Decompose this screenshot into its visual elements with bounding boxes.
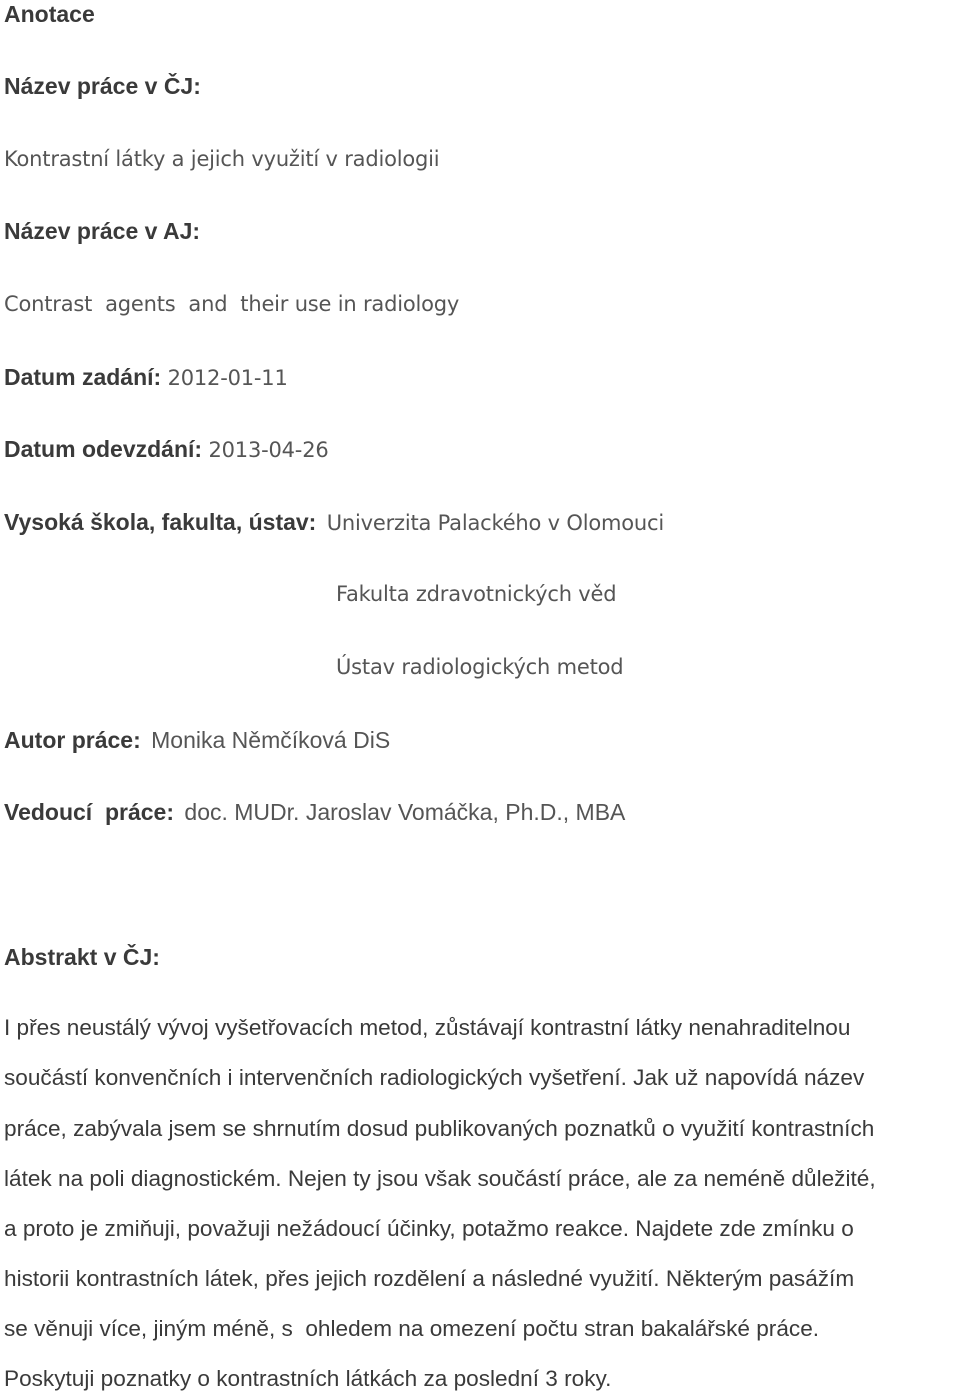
- abstract-line: historii kontrastních látek, přes jejich rozdělení a následné využití. Některým pasážím: [4, 1266, 855, 1291]
- institution-department: Ústav radiologických metod: [336, 655, 624, 679]
- title-en-value: Contrast agents and their use in radiology: [4, 292, 460, 316]
- supervisor-value: doc. MUDr. Jaroslav Vomáčka, Ph.D., MBA: [184, 799, 626, 825]
- abstract-line: práce, zabývala jsem se shrnutím dosud publikovaných poznatků o využití kontrastních: [4, 1116, 875, 1141]
- title-cz-label: Název práce v ČJ:: [4, 73, 201, 99]
- abstract-line: látek na poli diagnostickém. Nejen ty jsou však součástí práce, ale za neméně důležité,: [4, 1166, 876, 1191]
- supervisor-label: Vedoucí práce:: [4, 799, 175, 825]
- abstract-line: součástí konvenčních i intervenčních radiologických vyšetření. Jak už napovídá název: [4, 1065, 865, 1090]
- author-row: [4, 726, 390, 754]
- abstract-line: se věnuji více, jiným méně, s ohledem na omezení počtu stran bakalářské práce.: [4, 1316, 820, 1341]
- date-assigned-row: [4, 363, 288, 392]
- institution-faculty: Fakulta zdravotnických věd: [336, 582, 617, 606]
- heading-anotace: Anotace: [4, 1, 95, 27]
- institution-row: [4, 508, 664, 537]
- abstract-line: I přes neustálý vývoj vyšetřovacích metod, zůstávají kontrastní látky nenahraditelnou: [4, 1015, 851, 1040]
- date-submitted-value: 2013-04-26: [208, 438, 329, 462]
- date-submitted-row: [4, 435, 329, 464]
- institution-university: Univerzita Palackého v Olomouci: [326, 511, 664, 535]
- date-submitted-label: Datum odevzdání:: [4, 436, 203, 462]
- abstract-label: Abstrakt v ČJ:: [4, 944, 160, 970]
- author-value: Monika Němčíková DiS: [151, 727, 391, 753]
- date-assigned-value: 2012-01-11: [167, 366, 288, 390]
- institution-label: Vysoká škola, fakulta, ústav:: [4, 509, 317, 535]
- date-assigned-label: Datum zadání:: [4, 364, 162, 390]
- supervisor-row: [4, 798, 625, 826]
- abstract-line: a proto je zmiňuji, považuji nežádoucí účinky, potažmo reakce. Najdete zde zmínku o: [4, 1216, 854, 1241]
- author-label: Autor práce:: [4, 727, 141, 753]
- abstract-line: Poskytuji poznatky o kontrastních látkách za poslední 3 roky.: [4, 1366, 612, 1391]
- title-cz-value: Kontrastní látky a jejich využití v radiologii: [4, 147, 440, 171]
- title-en-label: Název práce v AJ:: [4, 218, 201, 244]
